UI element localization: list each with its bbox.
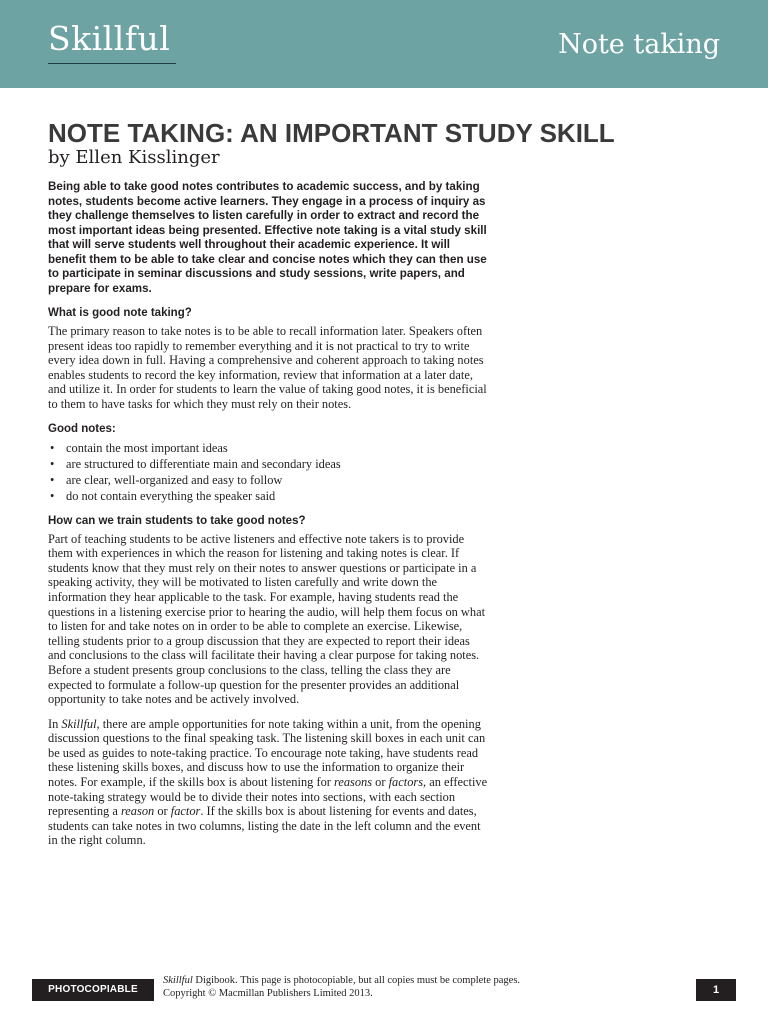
header-banner: [0, 0, 768, 88]
italic-run: Skillful: [163, 975, 193, 986]
text-run: Digibook. This page is photocopiable, but all copies must be complete pages.: [192, 975, 521, 986]
text-run: or: [154, 804, 171, 819]
section-title: Note taking: [558, 29, 720, 60]
photocopiable-badge: PHOTOCOPIABLE: [32, 979, 154, 1001]
article-title: NOTE TAKING: AN IMPORTANT STUDY SKILL: [48, 118, 615, 148]
paragraph-skillful: [48, 717, 488, 848]
italic-run: reason: [120, 804, 155, 819]
page-footer: [0, 975, 768, 1015]
list-item: • contain the most important ideas: [48, 440, 488, 456]
intro-paragraph: Being able to take good notes contributes to academic success, and by taking notes, students become active learners. They engage in a process of inquiry as they challenge themselves to listen carefully in order to extract and record the most important ideas being presented. Effective note taking is a vital study skill that will serve students well throughout their academic experience. It will benefit them to be able to take clear and concise notes which they can then use to participate in seminar discussions and study sessions, write papers, and prepare for exams.: [48, 180, 487, 295]
list-item: • are clear, well-organized and easy to follow: [48, 472, 488, 488]
brand-logo: Skillful: [48, 19, 171, 58]
page-number: 1: [696, 979, 736, 1001]
good-notes-list: [48, 440, 488, 504]
heading-train-students: How can we train students to take good notes?: [48, 514, 306, 527]
article: [48, 118, 615, 858]
list-item: • are structured to differentiate main and secondary ideas: [48, 456, 488, 472]
italic-run: factors: [388, 775, 424, 790]
text-run: In: [48, 716, 62, 731]
brand-underline: [48, 63, 176, 64]
italic-run: Skillful: [61, 716, 97, 731]
paragraph-train-students: Part of teaching students to be active listeners and effective note takers is to provide them with experiences in which the reason for listening and taking notes is clear. If students know that they must rely on their notes to answer questions or participate in a speaking activity, they will be motivated to listen carefully and write down the information they hear applicable to the task. For example, having students read the questions in a listening exercise prior to hearing the audio, will help them focus on what to listen for and take notes on in order to be able to complete an exercise. Likewise, telling students prior to a group discussion that they are expected to report their ideas and conclusions to the class will facilitate their having a clear purpose for taking notes. Before a student presents group conclusions to the class, telling the class they are expected to formulate a follow-up question for the presenter provides an additional opportunity to take notes and be actively involved.: [48, 531, 486, 707]
text-run: , an effective note-taking strategy would be to divide their notes into sections, with each section representing a: [48, 775, 488, 819]
heading-good-notes: Good notes:: [48, 422, 116, 435]
copyright-notice: [163, 975, 520, 1000]
text-run: . If the skills box is about listening for events and dates, students can take notes in two columns, listing the date in the left column and the event in the right column.: [48, 804, 481, 848]
copyright-line-1: [163, 975, 520, 988]
copyright-line-2: Copyright © Macmillan Publishers Limited 2013.: [163, 987, 373, 999]
article-author: by Ellen Kisslinger: [48, 147, 220, 168]
paragraph-good-note-taking: The primary reason to take notes is to be able to recall information later. Speakers often present ideas too rapidly to remember everything and it is not practical to try to write every idea down in full. Having a comprehensive and coherent approach to taking notes enables students to record the key information, review that information at a later date, and utilize it. In order for students to learn the value of taking good notes, it is beneficial to them to have tasks for which they must rely on their notes.: [48, 324, 487, 411]
heading-good-note-taking: What is good note taking?: [48, 307, 192, 319]
list-item: • do not contain everything the speaker said: [48, 488, 488, 504]
text-run: or: [372, 775, 389, 790]
italic-run: factor: [170, 804, 201, 819]
text-run: , there are ample opportunities for note taking within a unit, from the opening discussion questions to the final speaking task. The listening skill boxes in each unit can be used as guides to note-taking practice. To encourage note taking, have students read these listening skills boxes, and discuss how to use the information to organize their notes. For example, if the skills box is about listening for: [48, 716, 486, 790]
italic-run: reasons: [333, 775, 373, 790]
